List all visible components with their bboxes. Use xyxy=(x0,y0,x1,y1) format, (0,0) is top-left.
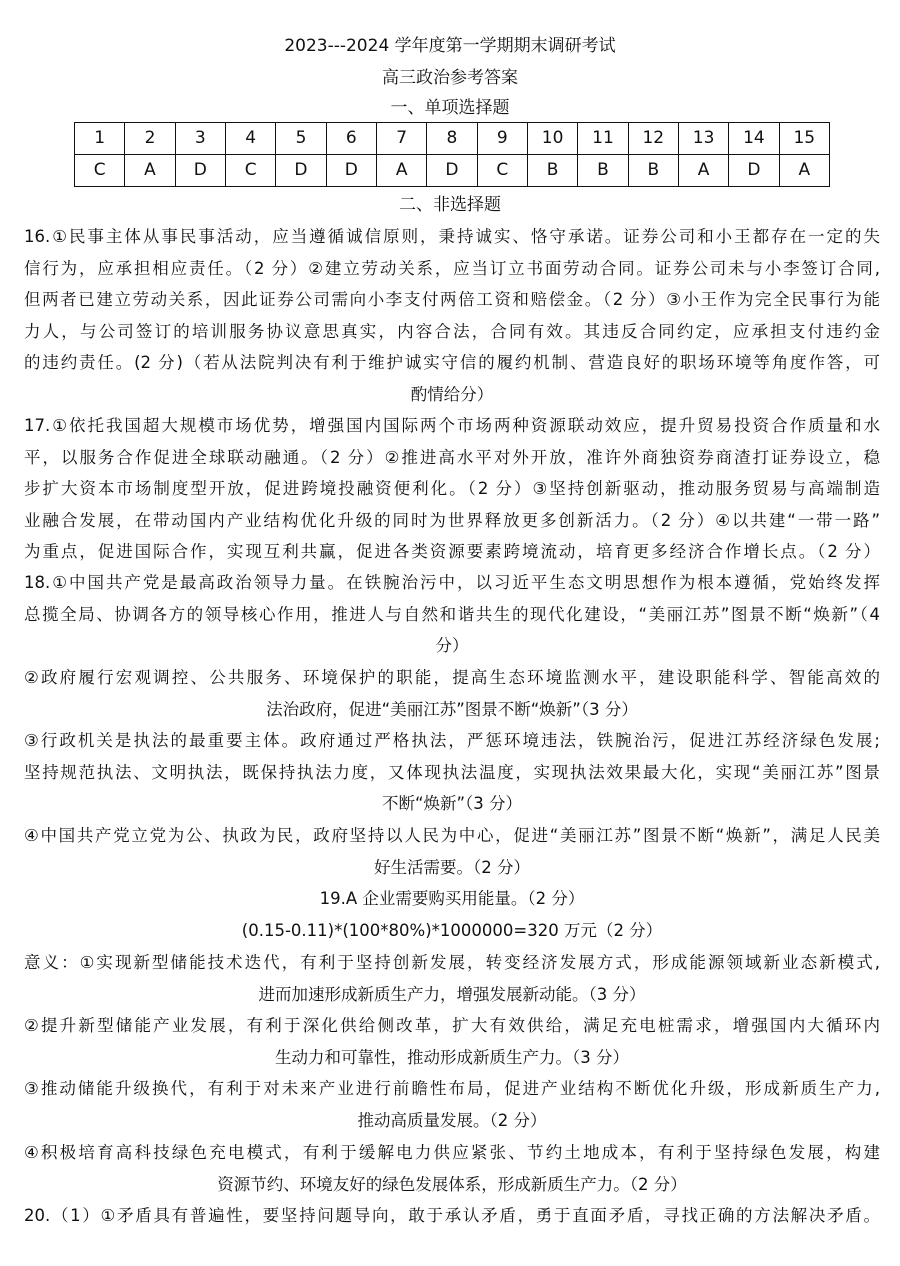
answer-line: 资源节约、环境友好的绿色发展体系，形成新质生产力。（2 分） xyxy=(217,1174,687,1194)
question-number: 15 xyxy=(779,123,829,155)
question-number: 6 xyxy=(326,123,376,155)
question-number: 10 xyxy=(527,123,577,155)
answer-letter: D xyxy=(175,155,225,187)
answer-line: 19.A 企业需要购买用能量。（2 分） xyxy=(319,889,585,908)
answer-19-calculation xyxy=(24,915,880,947)
answer-line: ③推动储能升级换代，有利于对未来产业进行前瞻性布局，促进产业结构不断优化升级，形成新质生产力, xyxy=(24,1079,880,1098)
answer-key-subtitle: 高三政治参考答案 xyxy=(382,68,518,88)
question-number: 14 xyxy=(729,123,779,155)
section-heading-choice: 一、单项选择题 xyxy=(390,98,510,118)
answer-line: 力人，与公司签订的培训服务协议意思真实，内容合法，合同有效。其违反合同约定，应承担支付违约金 xyxy=(24,321,880,341)
answer-19-point-4 xyxy=(24,1137,880,1200)
question-number: 7 xyxy=(376,123,426,155)
answer-line: 但两者已建立劳动关系，因此证券公司需向小李支付两倍工资和赔偿金。（2 分）③小王作为完全民事行为能 xyxy=(24,290,880,309)
answer-letter: D xyxy=(276,155,326,187)
answer-line: 不断“焕新”（3 分） xyxy=(381,794,523,813)
answer-line: 生动力和可靠性，推动形成新质生产力。（3 分） xyxy=(275,1047,629,1067)
question-number: 11 xyxy=(578,123,628,155)
answer-line: 分） xyxy=(435,636,469,655)
answer-letter: D xyxy=(729,155,779,187)
answer-19-a xyxy=(24,883,880,915)
answer-16 xyxy=(24,221,880,410)
question-number: 1 xyxy=(75,123,125,155)
answer-letter: C xyxy=(75,155,125,187)
answer-18-point-2 xyxy=(24,662,880,725)
answer-line: 信行为，应承担相应责任。（2 分）②建立劳动关系，应当订立书面劳动合同。证券公司未与小李签订合同, xyxy=(24,258,880,278)
answer-line: 意义：①实现新型储能技术迭代，有利于坚持创新发展，转变经济发展方式，形成能源领域新业态新模式, xyxy=(24,953,880,972)
answer-letter: B xyxy=(527,155,577,187)
question-number: 8 xyxy=(427,123,477,155)
question-number: 13 xyxy=(678,123,728,155)
question-number: 5 xyxy=(276,123,326,155)
answer-line: 进而加速形成新质生产力，增强发展新动能。（3 分） xyxy=(258,984,646,1004)
section-heading-nonchoice: 二、非选择题 xyxy=(399,195,501,215)
answer-letter: B xyxy=(628,155,678,187)
answer-17 xyxy=(24,410,880,568)
question-number-row xyxy=(75,123,830,155)
answer-18-point-4 xyxy=(24,820,880,883)
answer-line: 平，以服务合作促进全球联动融通。（2 分）②推进高水平对外开放，准许外商独资券商渣打证券设立，稳 xyxy=(24,447,880,467)
answer-line: 18.①中国共产党是最高政治领导力量。在铁腕治污中，以习近平生态文明思想作为根本遵循，党始终发挥 xyxy=(24,573,880,592)
answer-line: 坚持规范执法、文明执法，既保持执法力度，又体现执法温度，实现执法效果最大化，实现“美丽江苏”图景 xyxy=(24,762,880,782)
answer-line: 好生活需要。（2 分） xyxy=(374,857,530,877)
answer-line: 17.①依托我国超大规模市场优势，增强国内国际两个市场两种资源联动效应，提升贸易投资合作质量和水 xyxy=(24,416,880,435)
answer-letter: A xyxy=(125,155,175,187)
answer-line: 20.（1）①矛盾具有普遍性，要坚持问题导向，敢于承认矛盾，勇于直面矛盾，寻找正确的方法解决矛盾。 xyxy=(24,1206,880,1225)
answer-line: 推动高质量发展。（2 分） xyxy=(357,1110,547,1130)
answer-letter: D xyxy=(427,155,477,187)
answer-line: 为重点，促进国际合作，实现互利共赢，促进各类资源要素跨境流动，培育更多经济合作增长点。（2 分） xyxy=(24,542,880,561)
answer-19-point-1 xyxy=(24,947,880,1010)
answer-line: 16.①民事主体从事民事活动，应当遵循诚信原则，秉持诚实、恪守承诺。证券公司和小王都存在一定的失 xyxy=(24,227,880,246)
answer-18-point-1 xyxy=(24,567,880,662)
answer-line: 业融合发展，在带动国内产业结构优化升级的同时为世界释放更多创新活力。（2 分）④以共建“一带一路” xyxy=(24,510,880,530)
question-number: 12 xyxy=(628,123,678,155)
answer-line: 步扩大资本市场制度型开放，促进跨境投融资便利化。（2 分）③坚持创新驱动，推动服务贸易与高端制造 xyxy=(24,479,880,498)
answer-19-point-2 xyxy=(24,1010,880,1073)
answer-letter: B xyxy=(578,155,628,187)
answer-letter: A xyxy=(779,155,829,187)
answer-line: (0.15-0.11)*(100*80%)*1000000=320 万元（2 分） xyxy=(241,921,663,940)
answer-line: ②政府履行宏观调控、公共服务、环境保护的职能，提高生态环境监测水平，建设职能科学、智能高效的 xyxy=(24,668,880,687)
answer-letter: C xyxy=(477,155,527,187)
answer-line: 总揽全局、协调各方的领导核心作用，推进人与自然和谐共生的现代化建设，“美丽江苏”图景不断“焕新”（4 xyxy=(24,604,880,624)
answer-18-point-3 xyxy=(24,725,880,820)
answer-letter: A xyxy=(376,155,426,187)
answer-letter: D xyxy=(326,155,376,187)
question-number: 3 xyxy=(175,123,225,155)
question-number: 4 xyxy=(225,123,275,155)
answer-line: ②提升新型储能产业发展，有利于深化供给侧改革，扩大有效供给，满足充电桩需求，增强国内大循环内 xyxy=(24,1016,880,1035)
answer-line: ③行政机关是执法的最重要主体。政府通过严格执法，严惩环境违法，铁腕治污，促进江苏经济绿色发展; xyxy=(24,731,880,750)
answer-letter: A xyxy=(678,155,728,187)
answer-20 xyxy=(24,1200,880,1232)
answer-line: 法治政府，促进“美丽江苏”图景不断“焕新”（3 分） xyxy=(266,699,638,719)
answer-table xyxy=(74,122,830,187)
question-number: 9 xyxy=(477,123,527,155)
answer-letter-row xyxy=(75,155,830,187)
answer-line: 酌情给分） xyxy=(410,384,494,404)
answer-line: 的违约责任。(2 分)（若从法院判决有利于维护诚实守信的履约机制、营造良好的职场环境等角度作答，可 xyxy=(24,353,880,372)
answer-letter: C xyxy=(225,155,275,187)
answer-line: ④积极培育高科技绿色充电模式，有利于缓解电力供应紧张、节约土地成本，有利于坚持绿色发展，构建 xyxy=(24,1143,880,1162)
answer-19-point-3 xyxy=(24,1073,880,1136)
question-number: 2 xyxy=(125,123,175,155)
exam-title: 2023---2024 学年度第一学期期末调研考试 xyxy=(284,36,616,56)
answer-line: ④中国共产党立党为公、执政为民，政府坚持以人民为中心，促进“美丽江苏”图景不断“焕新”，满足人民美 xyxy=(24,826,880,845)
